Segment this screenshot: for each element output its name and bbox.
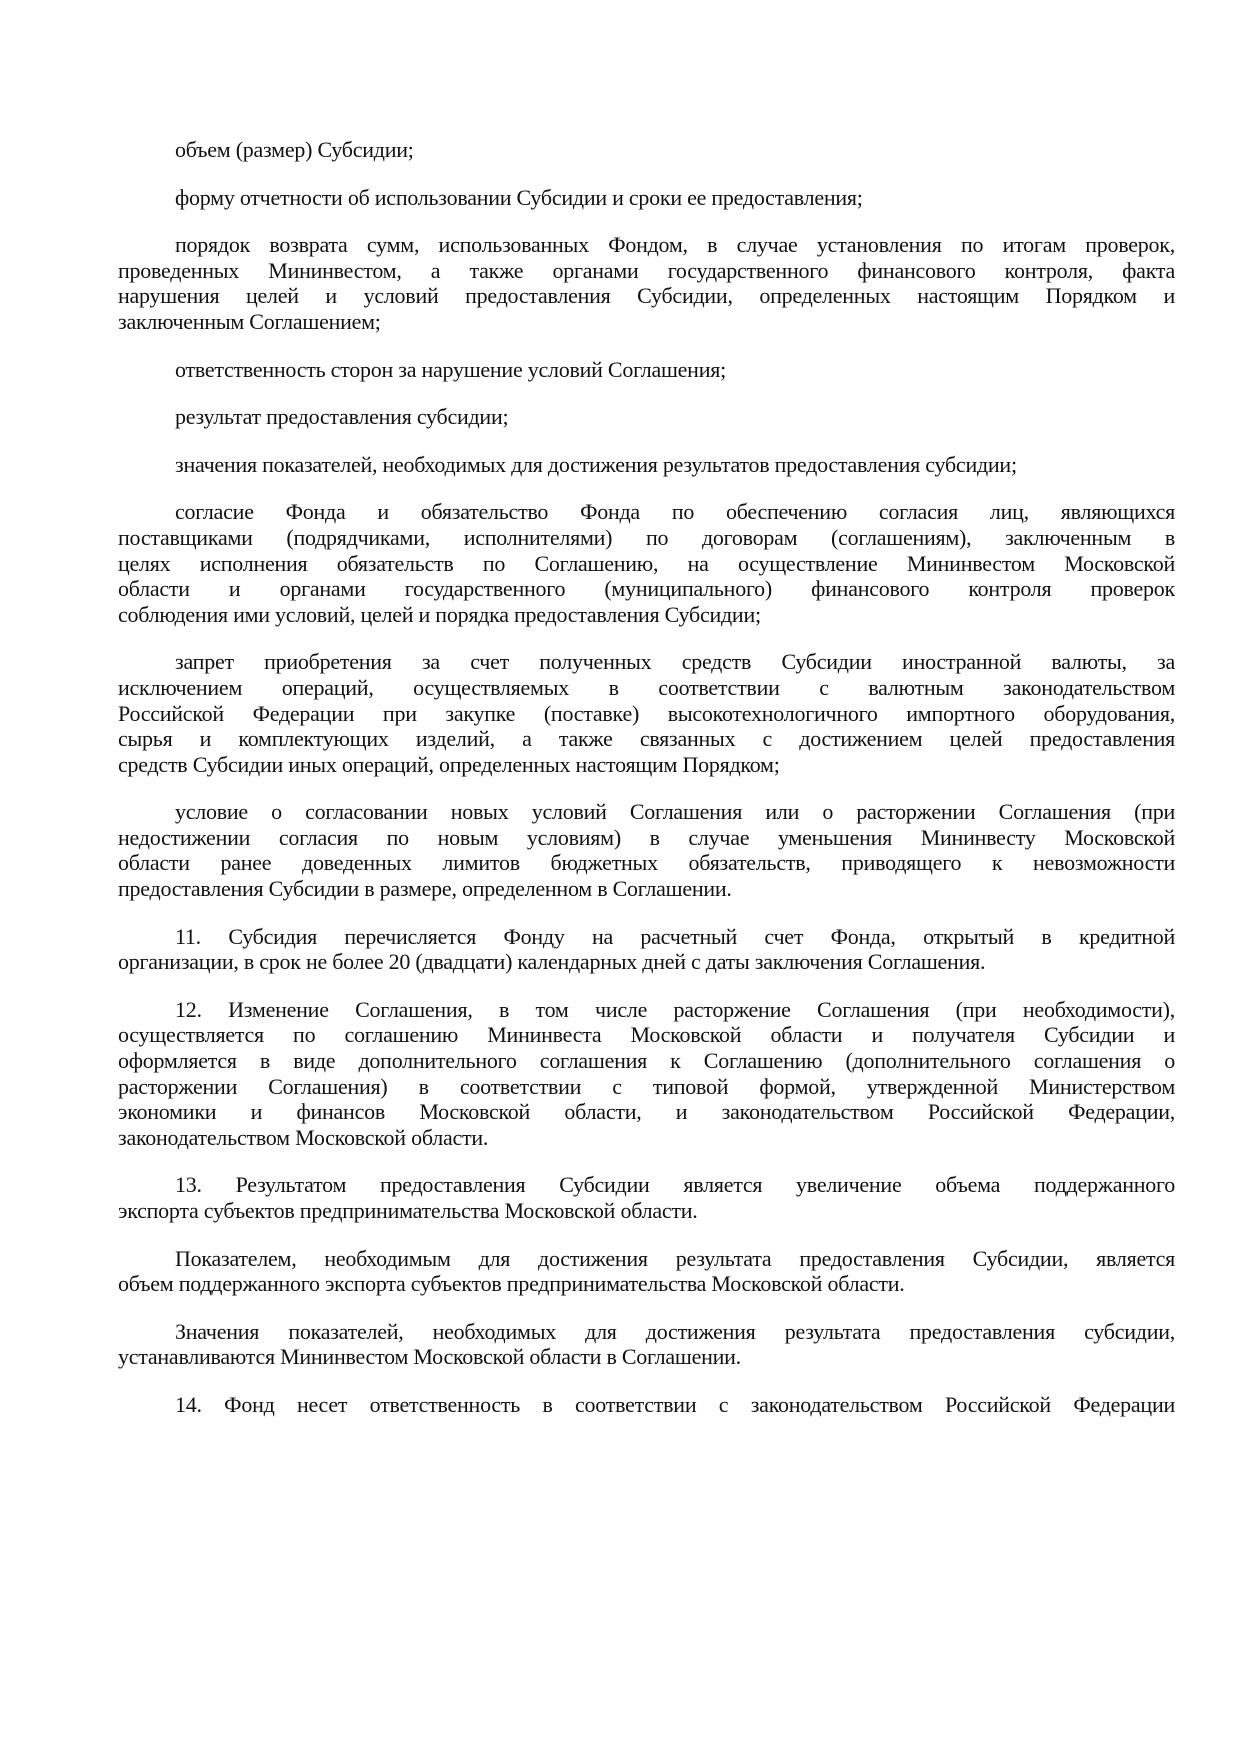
paragraph [118,649,1175,777]
text-line: проведенных Мининвестом, а также органами государственного финансового контроля, факта [118,257,1175,283]
paragraph [118,1172,1175,1223]
text-line: результат предоставления субсидии; [175,404,509,430]
text-line: 11. Субсидия перечисляется Фонду на расчетный счет Фонда, открытый в кредитной [175,923,1175,949]
text-line: оформляется в виде дополнительного соглашения к Соглашению (дополнительного соглашения о [118,1048,1175,1074]
text-line: условие о согласовании новых условий Соглашения или о расторжении Соглашения (при [175,799,1175,825]
text-line: ответственность сторон за нарушение условий Соглашения; [175,356,726,382]
text-line: Российской Федерации при закупке (поставке) высокотехнологичного импортного оборудования, [118,700,1175,726]
text-line: осуществляется по соглашению Мининвеста Московской области и получателя Субсидии и [118,1022,1175,1048]
text-line: Значения показателей, необходимых для достижения результата предоставления субсидии, [175,1318,1175,1344]
text-line: экономики и финансов Московской области, и законодательством Российской Федерации, [118,1099,1175,1125]
text-line: устанавливаются Мининвестом Московской области в Соглашении. [118,1344,741,1370]
text-line: порядок возврата сумм, использованных Фондом, в случае установления по итогам проверок, [175,232,1175,258]
paragraph [118,357,1175,383]
text-line: 12. Изменение Соглашения, в том числе расторжение Соглашения (при необходимости), [175,996,1175,1022]
text-line: экспорта субъектов предпринимательства Московской области. [118,1198,698,1223]
text-line: объем поддержанного экспорта субъектов предпринимательства Московской области. [118,1271,905,1297]
paragraph [118,404,1175,430]
text-line: значения показателей, необходимых для достижения результатов предоставления субсидии; [175,451,1017,477]
text-line: 14. Фонд несет ответственность в соответствии с законодательством Российской Федерации [175,1391,1175,1417]
text-line: целях исполнения обязательств по Соглашению, на осуществление Мининвестом Московской [118,550,1175,576]
text-line: запрет приобретения за счет полученных средств Субсидии иностранной валюты, за [175,649,1175,675]
paragraph [118,185,1175,211]
text-line: соблюдения ими условий, целей и порядка предоставления Субсидии; [118,601,761,627]
text-line: нарушения целей и условий предоставления Субсидии, определенных настоящим Порядком и [118,283,1175,309]
text-line: 13. Результатом предоставления Субсидии является увеличение объема поддержанного [175,1172,1175,1198]
paragraph [118,232,1175,334]
paragraph [118,1319,1175,1370]
text-line: предоставления Субсидии в размере, определенном в Соглашении. [118,876,732,902]
text-line: объем (размер) Субсидии; [175,137,414,162]
text-line: заключенным Соглашением; [118,308,381,334]
text-line: расторжении Соглашения) в соответствии с типовой формой, утвержденной Министерством [118,1073,1175,1099]
paragraph [118,924,1175,975]
paragraph [118,137,1175,163]
paragraph [118,499,1175,627]
text-line: Показателем, необходимым для достижения результата предоставления Субсидии, является [175,1245,1175,1271]
text-line: области ранее доведенных лимитов бюджетных обязательств, приводящего к невозможности [118,850,1175,876]
document-page [118,137,1175,1440]
text-line: законодательством Московской области. [118,1124,489,1150]
paragraph [118,799,1175,901]
text-line: организации, в срок не более 20 (двадцати) календарных дней с даты заключения Соглашения. [118,949,986,975]
paragraph [118,452,1175,478]
text-line: средств Субсидии иных операций, определенных настоящим Порядком; [118,751,780,777]
text-line: недостижении согласия по новым условиям) в случае уменьшения Мининвесту Московской [118,824,1175,850]
text-line: форму отчетности об использовании Субсидии и сроки ее предоставления; [175,184,863,210]
paragraph [118,1392,1175,1418]
paragraph [118,997,1175,1151]
text-line: исключением операций, осуществляемых в соответствии с валютным законодательством [118,674,1175,700]
text-line: поставщиками (подрядчиками, исполнителями) по договорам (соглашениям), заключенным в [118,524,1175,550]
text-line: согласие Фонда и обязательство Фонда по обеспечению согласия лиц, являющихся [175,499,1175,525]
text-line: области и органами государственного (муниципального) финансового контроля проверок [118,576,1175,602]
text-line: сырья и комплектующих изделий, а также связанных с достижением целей предоставления [118,726,1175,752]
paragraph [118,1246,1175,1297]
